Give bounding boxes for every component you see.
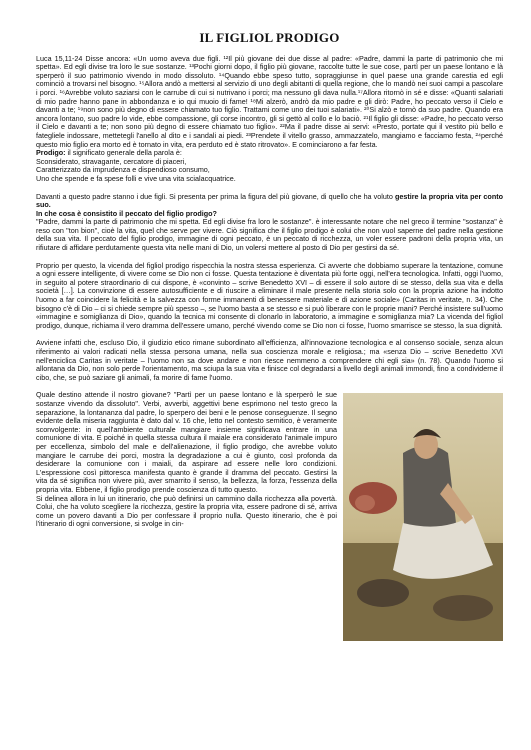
meaning-item: Sconsiderato, stravagante, cercatore di piaceri, xyxy=(36,156,187,166)
prodigal-son-painting xyxy=(343,393,503,641)
meaning-item: Caratterizzato da imprudenza e dispendioso consumo, xyxy=(36,165,210,175)
paragraph-ethics: Avviene infatti che, escluso Dio, il giudizio etico rimane subordinato all'efficienza, all'innovazione tecnologica e al consenso sociale, senza alcun riferimento ai valori radicati nella stessa persona umana, nella sua coscienza morale e religiosa.; ma «senza Dio – scrive Benedetto XVI nell'enciclica Caritas in veritate – l'uomo non sa dove andare e non riesce nemmeno a comprendere chi egli sia» (n. 78). Quando l'uomo si allontana da Dio, non solo perde l'orientamento, ma sciupa la sua vita e finisce col degradarsi a livello degli animali immondi, fino a condividerne il cibo, che, se può saziare gli animali, fa morire di fame l'uomo. xyxy=(36,338,503,382)
paragraph-experience: Proprio per questo, la vicenda del figliol prodigo rispecchia la nostra stessa esperienza. Ci avverte che dobbiamo superare la tentazione, comune a ogni essere intelligente, di vivere come se Dio non ci fosse. Questa tentazione è diventata più forte oggi, nell'era tecnologica. Infatti, oggi l'uomo, in seguito al potere straordinario di cui dispone, è «convinto – scrive Benedetto XVI – di essere il solo autore di se stesso, della sua vita e della società […]. La convinzione di essere autosufficiente e di riuscire a eliminare il male presente nella storia solo con la propria azione ha indotto l'uomo a far coincidere la felicità e la salvezza con forme immanenti di benessere materiale e di azione sociale» (Caritas in veritate, n. 34). Che bisogno c'è di Dio – ci si chiede sempre più spesso –, se l'uomo basta a se stesso e si può liberare con le proprie mani? Perché insistere sull'uomo «immagine e somiglianza di Dio», quando la tecnica mi consente di clonarlo in laboratorio, a immagine e somiglianza mia? La vicenda del figliol prodigo, dunque, richiama il vero dramma dell'essere umano, perché vivendo come se Dio non ci fosse, l'uomo smarrisce se stesso, la sua dignità. xyxy=(36,260,503,330)
prodigo-definition-text: il significato generale della parola è: xyxy=(65,148,182,158)
two-sons-intro xyxy=(36,193,503,210)
bold-statement: gestire la propria vita per conto suo. xyxy=(36,191,503,210)
paragraph-destiny: Quale destino attende il nostro giovane? "Partì per un paese lontano e là sperperò le sue sostanze vivendo da dissoluto". Verbi, avverbi, aggettivi bene esprimono nel testo greco la separazione, la lontananza dal padre, lo sperpero dei beni e le penose conseguenze. Il segno evidente della miseria raggiunta è dato dal v. 16 che, letto nel contesto semitico, è veramente sconvolgente: in quell'ambiente culturale mangiare insieme significava entrare in una comunione di vita. E poiché in quella stessa cultura il maiale era considerato l'animale impuro per eccellenza, simbolo del male e dell'alienazione, il figlio prodigo, che avrebbe voluto mangiare le carrube dei porci, mostra la degradazione a cui è giunto, così profonda da desiderare la comunione con i maiali, da aspirare ad essere nelle loro condizioni. L'espressione così pittoresca manifesta quanto è grande il dramma del peccato. Gestirsi la vita da sé significa non vivere più, aver smarrito il senso, la bellezza, la forza, l'essenza della propria vita. Ebbene, il figlio prodigo prende coscienza di tutto questo. xyxy=(36,390,337,494)
gospel-passage: Luca 15,11-24 Disse ancora: «Un uomo aveva due figli. ¹²Il più giovane dei due disse al padre: «Padre, dammi la parte di patrimonio che mi spetta». Ed egli divise tra loro le sue sostanze. ¹³Pochi giorni dopo, il figlio più giovane, raccolte tutte le sue cose, partì per un paese lontano e là sperperò il suo patrimonio vivendo in modo dissoluto. ¹⁴Quando ebbe speso tutto, sopraggiunse in quel paese una grande carestia ed egli cominciò a trovarsi nel bisogno. ¹⁵Allora andò a mettersi al servizio di uno degli abitanti di quella regione, che lo mandò nei suoi campi a pascolare i porci. ¹⁶Avrebbe voluto saziarsi con le carrube di cui si nutrivano i porci; ma nessuno gli dava nulla.¹⁷Allora ritornò in sé e disse: «Quanti salariati di mio padre hanno pane in abbondanza e io qui muoio di fame! ¹⁸Mi alzerò, andrò da mio padre e gli dirò: Padre, ho peccato verso il Cielo e davanti a te; ¹⁹non sono più degno di essere chiamato tuo figlio. Trattami come uno dei tuoi salariati». ²⁰Si alzò e tornò da suo padre. Quando era ancora lontano, suo padre lo vide, ebbe compassione, gli corse incontro, gli si gettò al collo e lo baciò. ²¹Il figlio gli disse: «Padre, ho peccato verso il Cielo e davanti a te; non sono più degno di essere chiamato tuo figlio». ²²Ma il padre disse ai servi: «Presto, portate qui il vestito più bello e fategliele indossare, mettetegli l'anello al dito e i sandali ai piedi. ²³Prendete il vitello grasso, ammazzatelo, mangiamo e facciamo festa, ²⁴perché questo mio figlio era morto ed è tornato in vita, era perduto ed è stato ritrovato». E cominciarono a far festa. xyxy=(36,53,503,149)
meaning-item: Uno che spende e fa spese folli e vive una vita scialacquatrice. xyxy=(36,173,236,183)
two-sons-intro-text: Davanti a questo padre stanno i due figli. Si presenta per prima la figura del più giovane, di quello che ha voluto xyxy=(36,191,395,201)
prodigo-label: Prodigo: xyxy=(36,148,66,158)
section-question: In che cosa è consistito il peccato del figlio prodigo? xyxy=(36,208,217,218)
sin-explanation: "Padre, dammi la parte di patrimonio che mi spetta. Ed egli divise fra loro le sostanze". è interessante notare che nel greco il termine "sostanza" è reso con "ton bion", cioè la vita, quel che serve per vivere. Ciò significa che il figlio prodigo è colui che non vuol saperne del padre nella gestione della sua vita. Il peccato del figlio prodigo, immagine di ogni peccato, è un peccato di ricchezza, un voler essere padroni della propria vita, un rifiutare di affidare perdutamente questa vita nelle mani di Dio, un volersi mettere al posto di Dio per gestirsi da sé. xyxy=(36,217,503,253)
page-title: IL FIGLIOL PRODIGO xyxy=(199,30,340,45)
paragraph-itinerary: Si delinea allora in lui un itinerario, che può definirsi un cammino dalla ricchezza alla povertà. Colui, che ha voluto scegliere la ricchezza, gestire la propria vita, essere padrone di sé, arriva come un povero davanti a Dio per confessare il proprio nulla. Questo itinerario, che è poi l'itinerario di ogni conversione, si svolge in cin- xyxy=(36,493,337,529)
